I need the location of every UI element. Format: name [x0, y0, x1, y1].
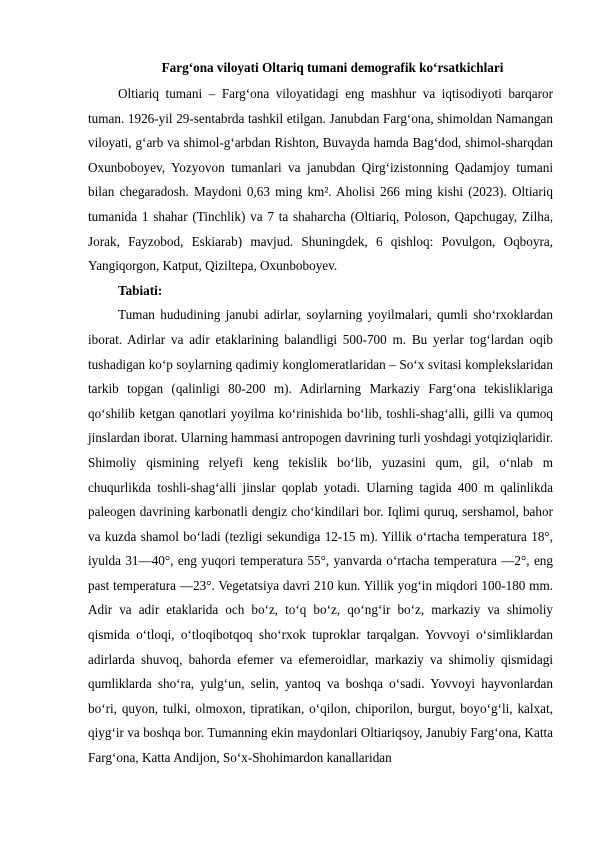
intro-paragraph: Oltiariq tumani – Farg‘ona viloyatidagi eng mashhur va iqtisodiyoti barqaror tuman. 1926-yil 29-sentabrda tashkil etilgan. Janubdan Farg‘ona, shimoldan Namangan viloyati, g‘arb va shimol-g‘arbdan Rishton, Buvayda hamda Bag‘dod, shimol-sharqdan Oxunboboyev, Yozyovon tumanlari va janubdan Qirg‘izistonning Qadamjoy tumani bilan chegaradosh. Maydoni 0,63 ming km². Aholisi 266 ming kishi (2023). Oltiariq tumanida 1 shahar (Tinchlik) va 7 ta shaharcha (Oltiariq, Poloson, Qapchugay, Zilha, Jorak, Fayzobod, Eskiarab) mavjud. Shuningdek, 6 qishloq: Povulgon, Oqboyra, Yangiqorgon, Katput, Qiziltepa, Oxunboboyev.	[88, 86, 553, 274]
document-page	[88, 56, 553, 771]
section-heading-nature: Tabiati:	[118, 282, 163, 298]
nature-paragraph: Tuman hududining janubi adirlar, soylarning yoyilmalari, qumli sho‘rxoklardan iborat. Adirlar va adir etaklarining balandligi 500-700 m. Bu yerlar tog‘lardan oqib tushadigan ko‘p soylarning qadimiy konglomeratlaridan – So‘x svitasi komplekslaridan tarkib topgan (qalinligi 80-200 m). Adirlarning Markaziy Farg‘ona tekisliklariga qo‘shilib ketgan qanotlari yoyilma ko‘rinishida bo‘lib, toshli-shag‘alli, gilli va qumoq jinslardan iborat. Ularning hammasi antropogen davrining turli yoshdagi yotqiziqlaridir. Shimoliy qismining relyefi keng tekislik bo‘lib, yuzasini qum, gil, o‘nlab m chuqurlikda toshli-shag‘alli jinslar qoplab yotadi. Ularning tagida 400 m qalinlikda paleogen davrining karbonatli dengiz cho‘kindilari bor. Iqlimi quruq, sershamol, bahor va kuzda shamol bo‘ladi (tezligi sekundiga 12-15 m). Yillik o‘rtacha temperatura 18°, iyulda 31—40°, eng yuqori temperatura 55°, yanvarda o‘rtacha temperatura —2°, eng past temperatura —23°. Vegetatsiya davri 210 kun. Yillik yog‘in miqdori 100-180 mm. Adir va adir etaklarida och bo‘z, to‘q bo‘z, qo‘ng‘ir bo‘z, markaziy va shimoliy qismida o‘tloqi, o‘tloqibotqoq sho‘rxok tuproklar tarqalgan. Yovvoyi o‘simliklardan adirlarda shuvoq, bahorda efemer va efemeroidlar, markaziy va shimoliy qismidagi qumliklarda sho‘ra, yulg‘un, selin, yantoq va boshqa o‘sadi. Yovvoyi hayvonlardan bo‘ri, quyon, tulki, olmoxon, tipratikan, o‘qilon, chiporilon, burgut, boyo‘g‘li, kalxat, qiyg‘ir va boshqa bor. Tumanning ekin maydonlari Oltiariqsoy, Janubiy Farg‘ona, Katta Farg‘ona, Katta Andijon, So‘x-Shohimardon kanallaridan	[88, 307, 553, 766]
document-title: Farg‘ona viloyati Oltariq tumani demografik ko‘rsatkichlari	[161, 60, 504, 75]
